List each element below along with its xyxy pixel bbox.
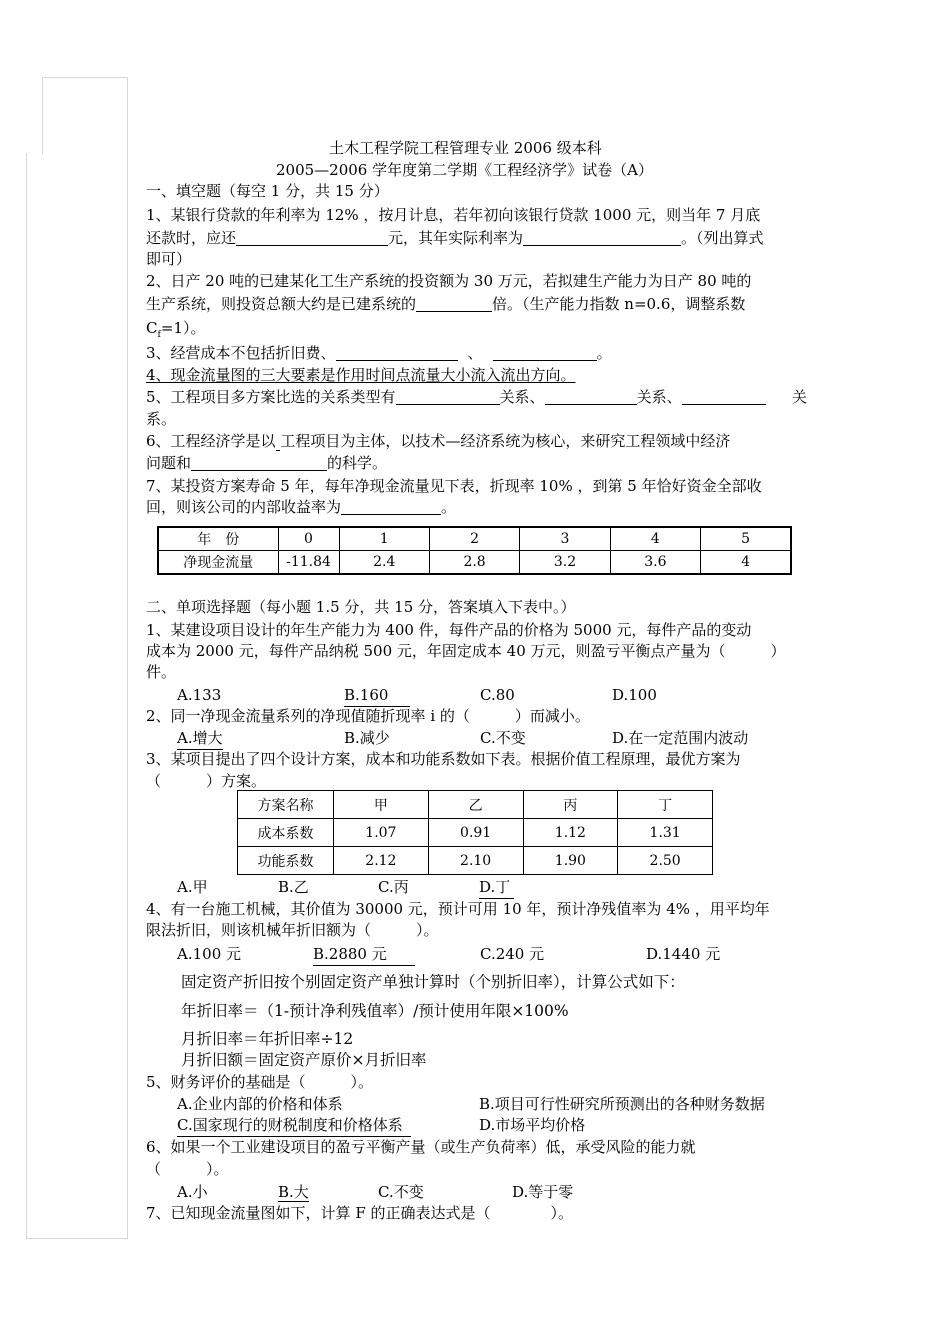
s2-q6-option-c[interactable]: C.不变 [378, 1183, 424, 1201]
cashflow-table [157, 526, 792, 575]
s2-q1-option-b[interactable]: B.160 [344, 685, 410, 707]
s2-q5-line1: 5、财务评价的基础是（ ）。 [146, 1073, 374, 1091]
s2-q2-option-d[interactable]: D.在一定范围内波动 [612, 729, 749, 747]
s1-q6-blank[interactable] [191, 454, 327, 471]
s1-q1-line1: 1、某银行贷款的年利率为 12% ，按月计息，若年初向该银行贷款 1000 元，则当年 7 月底 [146, 206, 761, 224]
s1-q1-blank1[interactable] [236, 229, 388, 246]
section1-title: 一、填空题（每空 1 分，共 15 分） [146, 182, 389, 200]
s2-q3-line2: （ ）方案。 [146, 772, 267, 790]
table-cell: 1.12 [523, 819, 618, 847]
s2-q3-option-d[interactable]: D.丁 [479, 877, 514, 899]
s2-q7-line1: 7、已知现金流量图如下，计算 F 的正确表达式是（ ）。 [146, 1204, 573, 1222]
s1-q7-line2: 回，则该公司的内部收益率为 。 [146, 498, 457, 516]
s2-q5-option-b[interactable]: B.项目可行性研究所预测出的各种财务数据 [479, 1095, 765, 1113]
table-cell: 2.4 [339, 551, 429, 575]
s2-q4-note2: 年折旧率＝（1-预计净利残值率）/预计使用年限×100% [181, 1002, 569, 1020]
table-cell: 方案名称 [238, 791, 334, 819]
s2-q4-note1: 固定资产折旧按个别固定资产单独计算时（个别折旧率），计算公式如下： [181, 973, 685, 991]
s1-q7-line1: 7、某投资方案寿命 5 年，每年净现金流量见下表，折现率 10% ，到第 5 年恰好资金全部收 [146, 477, 762, 495]
table-cell: 0 [278, 527, 339, 551]
s1-q7-blank[interactable] [341, 498, 441, 515]
s1-q1-blank2[interactable] [523, 229, 681, 246]
cashflow-value-row [158, 551, 791, 575]
table-cell: 2.8 [429, 551, 519, 575]
s1-q1-line3: 即可） [146, 250, 192, 268]
s2-q2-option-c[interactable]: C.不变 [480, 729, 526, 747]
s2-q5-option-a[interactable]: A.企业内部的价格和体系 [177, 1095, 343, 1113]
s1-q5-tail: 关 [792, 388, 808, 406]
scheme-cost-row [238, 819, 713, 847]
binding-margin-upper [42, 77, 128, 154]
s2-q4-note4: 月折旧额＝固定资产原价×月折旧率 [181, 1051, 427, 1069]
s2-q4-note3: 月折旧率＝年折旧率÷12 [181, 1030, 354, 1048]
s2-q6-option-d[interactable]: D.等于零 [512, 1183, 574, 1201]
table-cell: 乙 [428, 791, 523, 819]
s2-q1-option-d[interactable]: D.100 [612, 686, 657, 704]
s2-q2-option-b[interactable]: B.减少 [344, 729, 390, 747]
s2-q1-option-a[interactable]: A.133 [177, 686, 222, 704]
s1-q5-blank3[interactable] [682, 388, 766, 405]
table-cell: 年 份 [158, 527, 278, 551]
s2-q6-line2: （ ）。 [146, 1160, 229, 1178]
table-cell: 功能系数 [238, 847, 334, 875]
s1-q2-line2: 生产系统，则投资总额大约是已建系统的 倍。（生产能力指数 n=0.6，调整系数 [146, 295, 746, 313]
s1-q5-line1: 5、工程项目多方案比选的关系类型有 关系、 关系、 [146, 387, 766, 407]
s2-q1-line2: 成本为 2000 元，每件产品纳税 500 元，年固定成本 40 万元，则盈亏平衡点产量为（ ） [146, 642, 786, 660]
s2-q1-line1: 1、某建设项目设计的年生产能力为 400 件，每件产品的价格为 5000 元，每件产品的变动 [146, 621, 752, 639]
s2-q1-option-c[interactable]: C.80 [480, 686, 515, 704]
s2-q2-option-a[interactable]: A.增大 [177, 728, 223, 750]
table-cell: 1.31 [618, 819, 713, 847]
exam-header-line2: 2005—2006 学年度第二学期《工程经济学》试卷（A） [276, 161, 653, 179]
scheme-table [237, 790, 713, 875]
table-cell: 丙 [523, 791, 618, 819]
scheme-function-row [238, 847, 713, 875]
s2-q3-option-b[interactable]: B.乙 [278, 878, 309, 896]
s1-q1-line2: 还款时，应还 元，其年实际利率为 。（列出算式 [146, 229, 764, 247]
exam-header-line1: 土木工程学院工程管理专业 2006 级本科 [329, 139, 602, 157]
table-cell: 成本系数 [238, 819, 334, 847]
cashflow-year-row [158, 527, 791, 551]
s2-q4-option-b[interactable]: B.2880 元 [313, 944, 415, 966]
table-cell: 0.91 [428, 819, 523, 847]
table-cell: 3.6 [610, 551, 700, 575]
s1-q2-blank[interactable] [416, 295, 492, 312]
s2-q5-option-d[interactable]: D.市场平均价格 [479, 1116, 586, 1134]
s2-q4-option-a[interactable]: A.100 元 [177, 945, 241, 963]
s2-q6-line1: 6、如果一个工业建设项目的盈亏平衡产量（或生产负荷率）低，承受风险的能力就 [146, 1138, 696, 1156]
s2-q5-option-c[interactable]: C.国家现行的财税制度和价格体系 [177, 1115, 411, 1137]
s2-q1-line3: 件。 [146, 663, 177, 681]
s2-q4-line2: 限法折旧，则该机械年折旧额为（ ）。 [146, 921, 439, 939]
s2-q2-line1: 2、同一净现金流量系列的净现值随折现率 i 的（ ）而减小。 [146, 707, 590, 725]
table-cell: 2.12 [334, 847, 429, 875]
s1-q2-line3: $C_f=1$）。 [146, 319, 206, 340]
s1-q4: 4、现金流量图的三大要素是作用时间点流量大小流入流出方向。 [146, 366, 576, 384]
table-cell: 4 [610, 527, 700, 551]
s2-q3-option-c[interactable]: C.丙 [378, 878, 409, 896]
binding-margin-lower [26, 153, 128, 1239]
s1-q5-line2: 系。 [146, 410, 177, 428]
table-cell: 1.90 [523, 847, 618, 875]
s2-q6-option-a[interactable]: A.小 [177, 1183, 208, 1201]
s1-q3-blank2[interactable] [493, 344, 597, 361]
table-cell: 净现金流量 [158, 551, 278, 575]
scheme-header-row [238, 791, 713, 819]
s1-q6-line2: 问题和 的科学。 [146, 454, 388, 472]
table-cell: -11.84 [278, 551, 339, 575]
s1-q2-line1: 2、日产 20 吨的已建某化工生产系统的投资额为 30 万元，若拟建生产能力为日产 80 吨的 [146, 272, 752, 290]
table-cell: 4 [701, 551, 791, 575]
s2-q4-line1: 4、有一台施工机械，其价值为 30000 元，预计可用 10 年，预计净残值率为 4% ，用平均年 [146, 900, 770, 918]
s1-q3: 3、经营成本不包括折旧费、 、 。 [146, 344, 612, 362]
table-cell: 1.07 [334, 819, 429, 847]
table-cell: 丁 [618, 791, 713, 819]
table-cell: 2.50 [618, 847, 713, 875]
s2-q3-option-a[interactable]: A.甲 [177, 878, 208, 896]
section2-title: 二、单项选择题（每小题 1.5 分，共 15 分，答案填入下表中。） [146, 598, 576, 616]
s2-q4-option-d[interactable]: D.1440 元 [646, 945, 721, 963]
s2-q4-option-c[interactable]: C.240 元 [480, 945, 545, 963]
table-cell: 2.10 [428, 847, 523, 875]
s1-q5-blank1[interactable] [396, 388, 500, 405]
table-cell: 3.2 [520, 551, 610, 575]
table-cell: 2 [429, 527, 519, 551]
table-cell: 5 [701, 527, 791, 551]
table-cell: 甲 [334, 791, 429, 819]
s1-q5-blank2[interactable] [545, 388, 637, 405]
table-cell: 1 [339, 527, 429, 551]
s2-q3-line1: 3、某项目提出了四个设计方案，成本和功能系数如下表。根据价值工程原理，最优方案为 [146, 750, 741, 768]
s1-q6-line1: 6、工程经济学是以 工程项目为主体，以技术—经济系统为核心，来研究工程领域中经济 [146, 432, 731, 450]
s2-q6-option-b[interactable]: B.大 [278, 1183, 309, 1201]
table-cell: 3 [520, 527, 610, 551]
s1-q3-blank1[interactable] [336, 344, 458, 361]
